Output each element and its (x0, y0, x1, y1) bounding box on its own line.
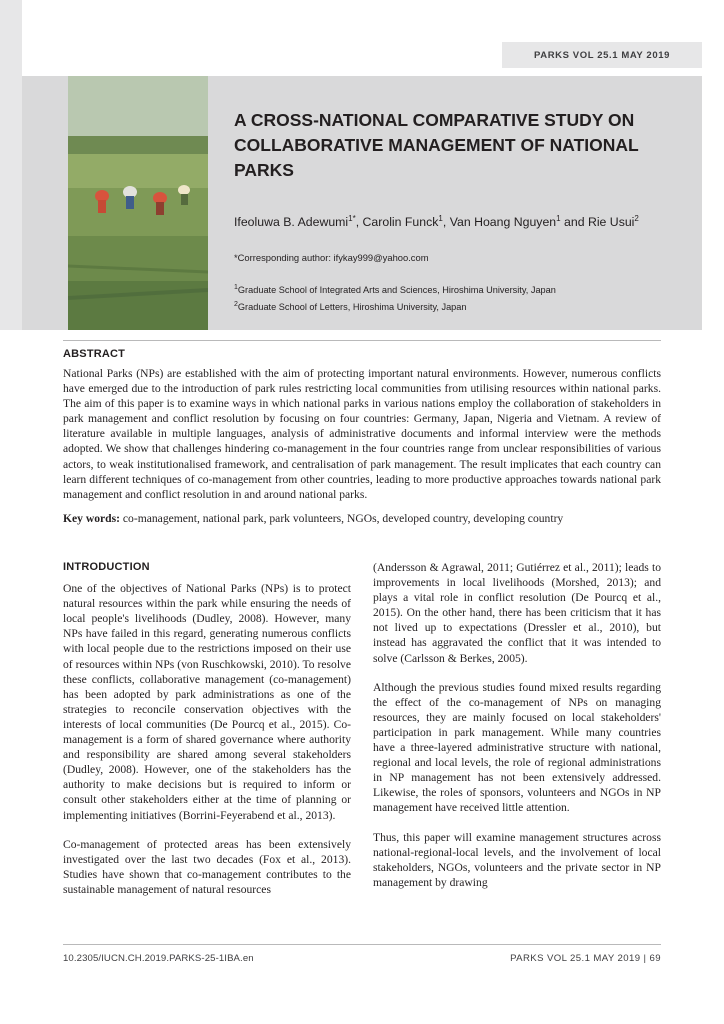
paragraph: Co-management of protected areas has been extensively investigated over the last two decades (Fox et al., 2013). Studies have shown that co-management contributes to the sustainable management of natural resources (63, 837, 351, 896)
body-column-left (63, 560, 351, 911)
keywords-line (63, 511, 661, 526)
doi-text: 10.2305/IUCN.CH.2019.PARKS-25-1IBA.en (63, 953, 254, 964)
header-text-block (234, 108, 684, 314)
corresponding-author: *Corresponding author: ifykay999@yahoo.com (234, 252, 429, 264)
running-head-badge (502, 42, 702, 68)
abstract-section (63, 348, 661, 502)
divider-above-footer (63, 944, 661, 945)
author-list: Ifeoluwa B. Adewumi$^{1*}$, Carolin Funck$^1$, Van Hoang Nguyen$^1$ and Rie Usui$^2$ (234, 214, 639, 230)
rice-field-workers-photo (68, 76, 208, 330)
page-title: A CROSS-NATIONAL COMPARATIVE STUDY ON COLLABORATIVE MANAGEMENT OF NATIONAL PARKS (234, 110, 639, 180)
body-column-right (373, 560, 661, 904)
paragraph: Thus, this paper will examine management structures across national-regional-local levels, and the involvement of local stakeholders, NGOs, volunteers and the private sector in NP management by drawing (373, 830, 661, 889)
affiliations: $^1$Graduate School of Integrated Arts and Sciences, Hiroshima University, Japan $^2$Graduate School of Letters, Hiroshima University, Japan (234, 284, 556, 312)
keywords-value: co-management, national park, park volunteers, NGOs, developed country, developing country (122, 512, 564, 525)
paragraph: (Andersson & Agrawal, 2011; Gutiérrez et al., 2011); leads to improvements in local livelihoods (Morshed, 2013); and plays a vital role in conflict resolution (De Pourcq et al., 2015). On the other hand, there has been criticism that it has not lived up to expectations (Dressler et al., 2010), but instead has aggravated the conflict that it was intended to solve (Carlsson & Berkes, 2005). (373, 561, 661, 665)
paragraph: One of the objectives of National Parks (NPs) is to protect natural resources within the park while ensuring the needs of local people's livelihoods (Dudley, 2008). However, many NPs have failed in this regard, generating numerous conflicts with local people due to the restrictions imposed on their use of resources within NPs (von Ruschkowski, 2010). To resolve these conflicts, collaborative management (co-management) has been adopted by park administrations as one of the strategies to reconcile conservation objectives with the interests of local communities (De Pourcq et al., 2015). Co-management is a form of shared governance where authority and responsibility are shared among several stakeholders (Dudley, 2008). However, one of the stakeholders has the authority to make decisions but is required to inform or consult other stakeholders either at the time of planning or implementing initiatives (Borrini-Feyerabend et al., 2013). (63, 582, 351, 822)
paragraph: Although the previous studies found mixed results regarding the effect of the co-management of NPs on managing resources, they are mainly focused on local stakeholders' participation in park management. While many countries have a three-layered administrative structure with national, regional and local levels, the role of regional administrations in NP management has not been extensively addressed. Likewise, the roles of sponsors, volunteers and NGOs in NP management have received little attention. (373, 680, 661, 815)
keywords-label: Key words: (63, 512, 120, 525)
left-accent-bar (0, 0, 22, 330)
page-footer (63, 953, 661, 964)
abstract-body: National Parks (NPs) are established with the aim of protecting important natural environments. However, numerous conflicts have emerged due to the introduction of park rules restricting local communities from utilising resources within national parks. The aim of this paper is to examine ways in which national parks in various nations employ the collaboration of stakeholders in park management and conflict resolution by focusing on four countries: Germany, Japan, Nigeria and Vietnam. A review of literature available in multiple languages, analysis of administrative documents and informal interview were the methods adopted. We show that challenges hindering co-management in the four countries range from unclear responsibilities of various actors, to weak institutionalised framework, and centralisation of park management. The result implicates that each country can learn different techniques of co-management from other countries, leading to more productive approaches towards national park management and conflict resolution in and around national parks. (63, 367, 661, 501)
abstract-heading: ABSTRACT (63, 348, 126, 360)
photo-illustration (68, 76, 208, 330)
footer-page-info: PARKS VOL 25.1 MAY 2019 | 69 (510, 953, 661, 964)
divider-above-abstract (63, 340, 661, 341)
running-head-text: PARKS VOL 25.1 MAY 2019 (534, 49, 670, 61)
introduction-heading: INTRODUCTION (63, 561, 150, 573)
